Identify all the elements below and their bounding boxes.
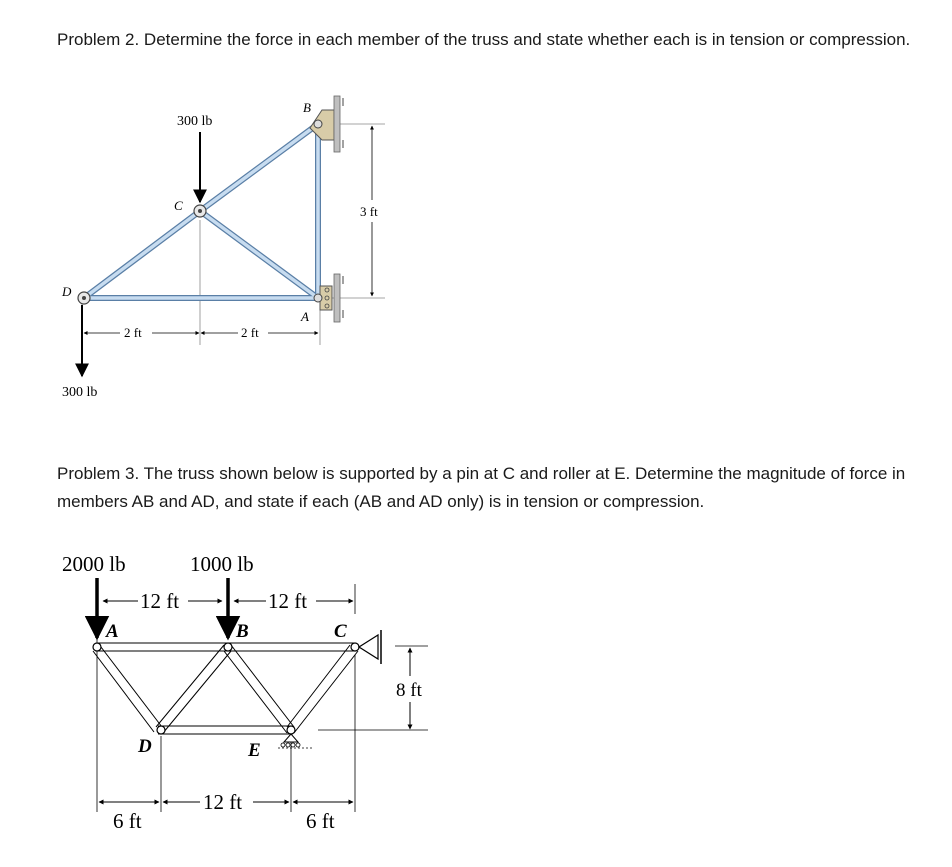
joint-a bbox=[93, 643, 101, 651]
truss-problem-3 bbox=[62, 552, 428, 833]
dim-label-right: 2 ft bbox=[241, 325, 259, 340]
dim-label-bottom-left: 6 ft bbox=[113, 809, 142, 833]
member-de bbox=[158, 726, 292, 734]
member-db bbox=[156, 645, 231, 733]
member-ad bbox=[93, 647, 162, 732]
node-label-d: D bbox=[138, 736, 152, 757]
node-label-c: C bbox=[334, 621, 347, 642]
dim-label-height: 8 ft bbox=[396, 680, 422, 701]
truss-problem-2 bbox=[61, 96, 385, 400]
pin-support-c bbox=[359, 630, 381, 664]
load-label-a: 2000 lb bbox=[62, 552, 126, 576]
dim-label-vertical: 3 ft bbox=[360, 204, 378, 219]
node-label-d: D bbox=[62, 284, 72, 299]
problem-2-statement: Problem 2. Determine the force in each member of the truss and state whether each is in tension or compression. bbox=[57, 30, 911, 49]
node-label-a: A bbox=[301, 309, 309, 324]
node-label-b: B bbox=[303, 100, 311, 115]
node-label-b: B bbox=[236, 621, 249, 642]
node-label-a: A bbox=[106, 621, 119, 642]
dim-label-bottom-right: 6 ft bbox=[306, 809, 335, 833]
pin-support-b bbox=[310, 96, 343, 152]
node-label-c: C bbox=[174, 198, 183, 213]
joint-b bbox=[224, 643, 232, 651]
dim-label-left: 2 ft bbox=[124, 325, 142, 340]
dim-label-bottom-mid: 12 ft bbox=[203, 790, 243, 814]
joint-d bbox=[157, 726, 165, 734]
members bbox=[93, 643, 358, 734]
dim-label-top-left: 12 ft bbox=[140, 589, 180, 613]
joint-c bbox=[351, 643, 359, 651]
node-label-e: E bbox=[248, 740, 261, 761]
load-label-c: 300 lb bbox=[177, 114, 213, 129]
joint-e bbox=[287, 726, 295, 734]
roller-support-e bbox=[278, 734, 312, 748]
problem-3-statement: Problem 3. The truss shown below is supported by a pin at C and roller at E. Determine the magnitude of force in members AB and AD, and state if each (AB and AD only) is in tension or compression. bbox=[57, 464, 906, 511]
load-label-b: 1000 lb bbox=[190, 552, 254, 576]
dim-label-top-right: 12 ft bbox=[268, 589, 308, 613]
member-ec bbox=[287, 645, 358, 733]
load-label-d: 300 lb bbox=[62, 385, 98, 400]
member-be bbox=[224, 645, 294, 733]
